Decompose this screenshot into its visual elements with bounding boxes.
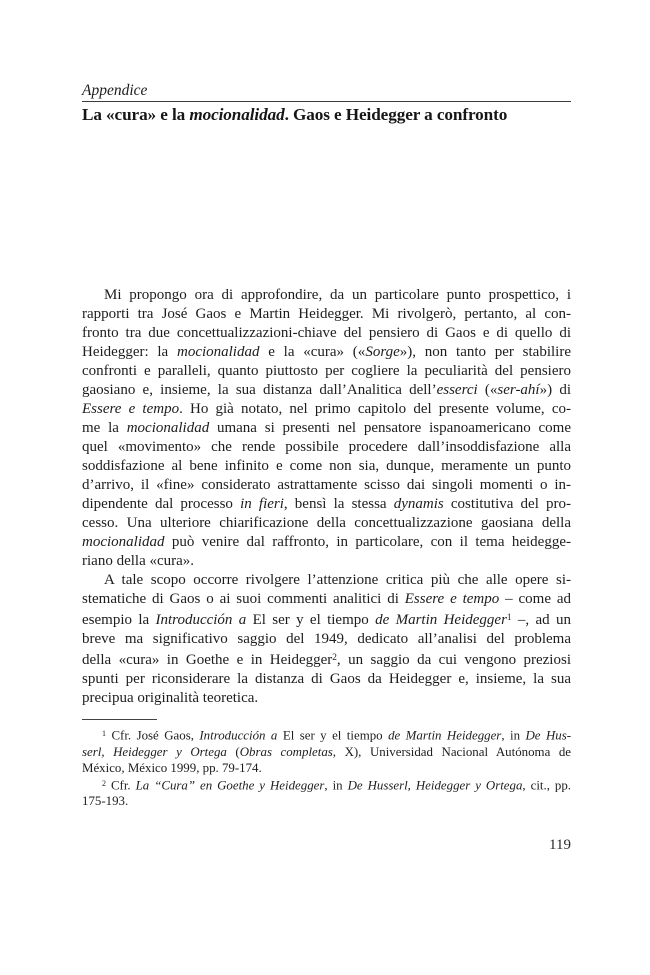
text-segment: La “Cura” en Goethe y Heidegger [135, 778, 325, 793]
paragraph [82, 776, 571, 810]
text-segment: quel «movimento» che rende possibile procedere dall’insoddisfazione alla [82, 439, 571, 455]
text-line [82, 630, 571, 649]
text-segment: de Martin Heidegger [388, 728, 502, 743]
text-segment: De Hus- [525, 728, 572, 743]
text-segment: rapporti tra José Gaos e Martin Heidegger. Mi rivolgerò, pertanto, al con- [82, 306, 571, 322]
text-line [82, 324, 571, 343]
text-segment: »), non tanto per stabilire [399, 344, 571, 360]
text-segment: mocionalidad [126, 420, 210, 436]
paragraph [82, 571, 571, 708]
text-segment: può venire dal raffronto, in particolare, con il tema heidegge- [164, 534, 571, 550]
text-segment: . Ho già notato, nel primo capitolo del presente volume, co- [179, 401, 571, 417]
text-line [82, 649, 571, 670]
text-line [82, 760, 571, 776]
text-line [82, 438, 571, 457]
text-line [82, 457, 571, 476]
text-segment: – come ad [499, 591, 572, 607]
text-segment: (« [477, 382, 498, 398]
text-segment: Cfr. José Gaos, [106, 728, 200, 743]
text-line [82, 419, 571, 438]
text-line [82, 514, 571, 533]
text-segment: costitutiva del pro- [443, 496, 572, 512]
text-segment: Essere e tempo [82, 401, 180, 417]
text-line [82, 381, 571, 400]
text-line [82, 400, 571, 419]
footnote-separator-rule [82, 719, 157, 720]
text-segment: serl, Heidegger y Ortega [82, 744, 227, 759]
text-segment: confronti e paralleli, quanto piuttosto per cogliere la peculiarità del pensiero [82, 363, 571, 379]
text-line [82, 793, 571, 809]
text-segment: 1 [506, 613, 512, 623]
text-segment: De Husserl, Heidegger y Ortega [347, 778, 523, 793]
text-segment: ser-ahí [497, 382, 540, 398]
running-head-appendice: Appendice [82, 82, 571, 102]
body-text [82, 286, 571, 708]
text-segment: 2 [332, 653, 337, 664]
text-segment: e la «cura» (« [259, 344, 366, 360]
text-line [82, 286, 571, 305]
paragraph [82, 726, 571, 776]
text-segment: breve ma significativo saggio del 1949, dedicato all’analisi del problema [82, 631, 571, 648]
text-line [82, 476, 571, 495]
text-segment: riano della «cura». [82, 553, 195, 569]
text-line [82, 590, 571, 609]
text-line [82, 305, 571, 324]
text-segment: Introducción a [155, 612, 247, 629]
text-segment: dipendente dal processo [82, 496, 241, 512]
text-segment: El ser y el tiempo [246, 612, 376, 629]
text-line [82, 533, 571, 552]
text-segment: de Martin Heidegger [375, 612, 507, 629]
text-segment: Cfr. [106, 778, 136, 793]
text-segment: d’arrivo, il «fine» considerato astrattamente scisso dai singoli momenti o in- [82, 477, 571, 493]
text-segment: . Gaos e Heidegger a confronto [284, 105, 508, 124]
text-segment: , in [501, 728, 526, 743]
text-segment: Obras completas [239, 744, 333, 759]
text-segment: mocionalidad [176, 344, 260, 360]
text-segment: 175-193. [82, 794, 129, 809]
text-segment: , bensì la stessa [283, 496, 394, 512]
text-line [82, 343, 571, 362]
footnotes [82, 726, 571, 809]
text-line [82, 689, 571, 708]
page-title [82, 104, 571, 126]
page-number: 119 [549, 837, 571, 853]
text-segment: stematiche di Gaos o ai suoi commenti analitici di [82, 591, 405, 607]
text-segment: della «cura» in Goethe e in Heidegger [82, 652, 333, 669]
text-segment: cesso. Una ulteriore chiarificazione della concettualizzazione gaosiana della [82, 515, 571, 531]
text-segment: A tale scopo occorre rivolgere l’attenzione critica più che alle opere si- [104, 572, 571, 588]
text-line [82, 362, 571, 381]
text-segment: spunti per riconsiderare la distanza di Gaos da Heidegger e, insieme, la sua [82, 671, 571, 688]
text-line [82, 571, 571, 590]
text-line [82, 726, 571, 744]
text-segment: El ser y el tiempo [277, 728, 389, 743]
text-segment: Sorge [365, 344, 400, 360]
text-segment: soddisfazione al bene infinito e come non sia, dunque, meramente un punto [82, 458, 571, 474]
text-segment: esserci [436, 382, 478, 398]
paragraph [82, 286, 571, 571]
text-segment: in fieri [240, 496, 284, 512]
text-segment: La «cura» e la [82, 105, 190, 124]
text-line [82, 552, 571, 571]
text-segment: umana si presenti nel pensatore ispanoamericano come [209, 420, 571, 436]
text-line [82, 495, 571, 514]
text-segment: , cit., pp. [522, 778, 572, 793]
text-segment: Mi propongo ora di approfondire, da un particolare punto prospettico, i [104, 287, 571, 303]
text-segment: , in [324, 778, 348, 793]
text-segment: me la [82, 420, 127, 436]
text-segment: , un saggio da cui vengono preziosi [336, 652, 571, 669]
text-segment: México, México 1999, pp. 79-174. [82, 760, 262, 775]
text-segment: precipua originalità teoretica. [82, 690, 259, 707]
text-segment: mocionalidad [82, 534, 165, 550]
text-line [82, 744, 571, 760]
text-segment: gaosiano e, insieme, la sua distanza dall’Analitica dell’ [82, 382, 437, 398]
text-segment: mocionalidad [189, 105, 285, 124]
text-segment: Heidegger: la [82, 344, 177, 360]
text-segment: 1 [102, 729, 106, 738]
text-line [82, 776, 571, 794]
text-segment: –, ad un [511, 612, 571, 629]
text-segment: , X), Universidad Nacional Autónoma de [332, 744, 572, 759]
text-segment: ») di [539, 382, 571, 398]
text-segment: dynamis [393, 496, 444, 512]
text-segment: Introducción a [199, 728, 278, 743]
text-segment: Essere e tempo [404, 591, 500, 607]
text-segment: ( [226, 744, 240, 759]
text-line [82, 609, 571, 630]
text-segment: fronto tra due concettualizzazioni-chiave del pensiero di Gaos e di quello di [82, 325, 571, 341]
text-line [82, 670, 571, 689]
text-segment: 2 [102, 778, 106, 788]
text-segment: esempio la [82, 612, 156, 629]
